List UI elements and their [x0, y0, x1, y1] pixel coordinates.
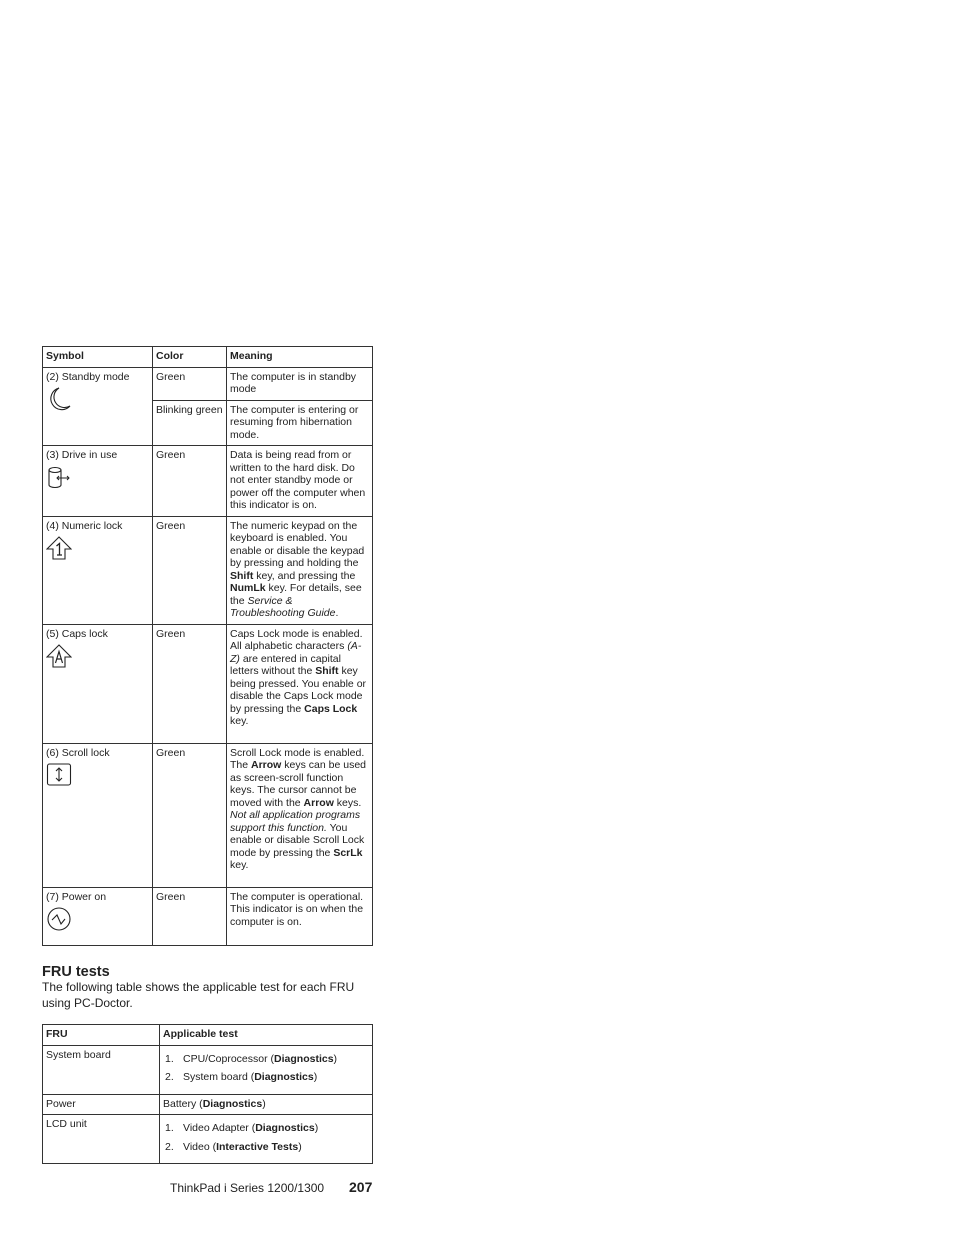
table-header-row — [43, 1025, 373, 1046]
test-cell — [160, 1045, 373, 1094]
test-cell — [160, 1115, 373, 1164]
table-row — [43, 624, 373, 743]
test-name: CPU/Coprocessor ( — [183, 1052, 275, 1065]
list-item — [165, 1122, 369, 1135]
power-icon — [46, 906, 72, 932]
meaning-cell: The computer is in standby mode — [227, 367, 373, 400]
color-cell: Green — [153, 367, 227, 400]
fru-cell: System board — [43, 1045, 160, 1094]
table-row — [43, 1115, 373, 1164]
test-type: Diagnostics — [274, 1052, 334, 1065]
meaning-cell: The computer is entering or resuming from hibernation mode. — [227, 400, 373, 446]
meaning-text: key. For details, see the — [230, 582, 362, 607]
scroll-lock-icon — [46, 762, 72, 788]
test-end: ) — [313, 1071, 318, 1083]
table-row — [43, 1045, 373, 1094]
symbol-label: (2) Standby mode — [46, 370, 130, 383]
symbol-cell — [43, 624, 153, 743]
test-end: ) — [333, 1052, 338, 1065]
symbol-label: (7) Power on — [46, 890, 107, 903]
test-type: Diagnostics — [202, 1097, 263, 1110]
test-type: Diagnostics — [254, 1071, 314, 1083]
guide-title: Service & Troubleshooting Guide — [230, 594, 336, 619]
page-number: 207 — [349, 1179, 373, 1195]
key-name: NumLk — [230, 582, 266, 594]
meaning-text: key. — [230, 859, 249, 871]
symbol-label: (6) Scroll lock — [46, 746, 110, 759]
fru-header: FRU — [43, 1025, 160, 1046]
test-end: ) — [262, 1097, 266, 1110]
item-number: 2. — [165, 1071, 174, 1083]
color-cell: Blinking green — [153, 400, 227, 446]
key-name: Caps Lock — [304, 702, 358, 715]
color-cell: Green — [153, 743, 227, 887]
table-row — [43, 1094, 373, 1115]
key-name: Shift — [230, 569, 254, 582]
symbol-cell — [43, 743, 153, 887]
section-heading: FRU tests — [42, 964, 110, 980]
meaning-cell — [227, 743, 373, 887]
color-cell: Green — [153, 516, 227, 624]
table-row — [43, 446, 373, 517]
meaning-text: Caps Lock mode is enabled. All alphabetic characters — [230, 627, 363, 652]
table-row — [43, 516, 373, 624]
key-name: Arrow — [251, 759, 282, 771]
item-number: 1. — [165, 1052, 174, 1065]
meaning-text: The numeric keypad on the keyboard is enabled. You enable or disable the keypad by pressing and holding the — [230, 519, 365, 569]
test-name: Battery ( — [163, 1097, 203, 1110]
meaning-text: key. — [230, 715, 249, 727]
color-cell: Green — [153, 624, 227, 743]
test-cell — [160, 1094, 373, 1115]
meaning-text: key being pressed. You enable or disable the Caps Lock mode by pressing the — [230, 665, 367, 715]
test-list — [163, 1122, 369, 1153]
test-list — [163, 1053, 369, 1084]
footer-title: ThinkPad i Series 1200/1300 — [170, 1181, 325, 1195]
test-header: Applicable test — [160, 1025, 373, 1046]
caps-lock-icon — [46, 643, 72, 669]
fru-cell: LCD unit — [43, 1115, 160, 1164]
meaning-text: Scroll Lock mode is enabled. The — [230, 746, 365, 771]
symbol-label: (5) Caps lock — [46, 627, 108, 640]
test-name: Video ( — [183, 1140, 217, 1153]
drive-icon — [46, 465, 72, 491]
symbol-label: (4) Numeric lock — [46, 519, 123, 532]
symbol-cell — [43, 446, 153, 517]
test-name: System board ( — [183, 1071, 255, 1083]
meaning-text: You enable or disable Scroll Lock mode by pressing the — [230, 821, 365, 859]
symbol-cell — [43, 367, 153, 446]
color-header: Color — [153, 347, 227, 368]
meaning-cell: Data is being read from or written to the hard disk. Do not enter standby mode or power off the computer when this indicator is on. — [227, 446, 373, 517]
meaning-emphasis: (A-Z) — [230, 640, 362, 665]
table-row — [43, 887, 373, 945]
meaning-cell: The computer is operational. This indicator is on when the computer is on. — [227, 887, 373, 945]
list-item — [165, 1053, 369, 1066]
key-name: ScrLk — [333, 846, 363, 859]
key-name: Arrow — [303, 796, 334, 809]
fru-table — [42, 1024, 373, 1164]
meaning-text: are entered in capital letters without the — [230, 652, 341, 677]
list-item — [165, 1071, 369, 1084]
test-type: Diagnostics — [255, 1122, 315, 1134]
key-name: Shift — [315, 665, 339, 677]
indicator-table — [42, 346, 373, 946]
section-intro: The following table shows the applicable test for each FRU using PC-Doctor. — [42, 980, 355, 1010]
test-end: ) — [314, 1122, 319, 1134]
color-cell: Green — [153, 887, 227, 945]
test-type: Interactive Tests — [216, 1140, 299, 1153]
symbol-label: (3) Drive in use — [46, 449, 118, 461]
meaning-text: keys can be used as screen-scroll function keys. The cursor cannot be moved with the — [230, 759, 366, 809]
table-row — [43, 743, 373, 887]
item-number: 2. — [165, 1140, 174, 1153]
meaning-text: keys. — [333, 796, 362, 809]
meaning-emphasis: Not all application programs support this function. — [230, 809, 361, 834]
numeric-lock-icon — [46, 535, 72, 561]
test-end: ) — [298, 1140, 302, 1153]
test-name: Video Adapter ( — [183, 1122, 256, 1134]
moon-icon — [46, 386, 72, 412]
fru-cell: Power — [43, 1094, 160, 1115]
meaning-text: . — [335, 607, 339, 619]
symbol-cell — [43, 516, 153, 624]
list-item — [165, 1141, 369, 1154]
table-row — [43, 367, 373, 400]
table-header-row — [43, 347, 373, 368]
meaning-cell — [227, 516, 373, 624]
item-number: 1. — [165, 1122, 174, 1134]
meaning-cell — [227, 624, 373, 743]
meaning-header: Meaning — [227, 347, 373, 368]
meaning-text: key, and pressing the — [253, 569, 356, 582]
symbol-cell — [43, 887, 153, 945]
color-cell: Green — [153, 446, 227, 517]
symbol-header: Symbol — [43, 347, 153, 368]
